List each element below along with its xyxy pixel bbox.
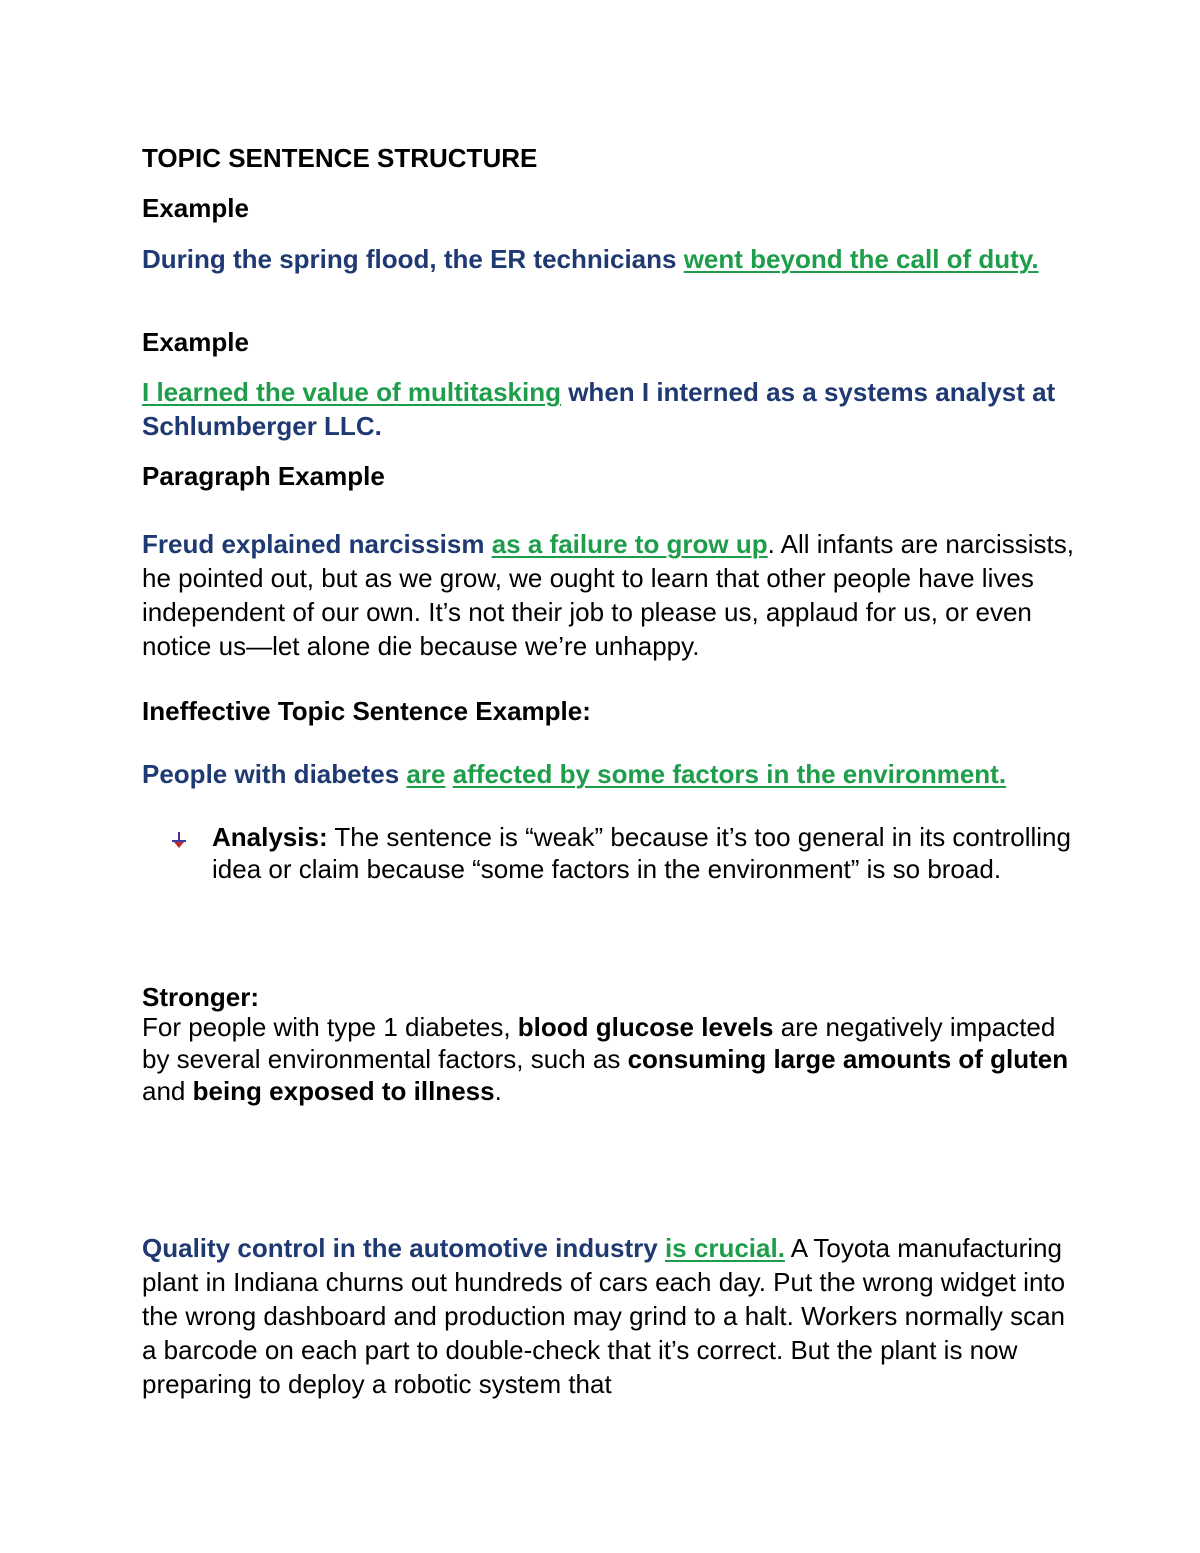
topic-text: Quality control in the automotive industry [142,1233,658,1263]
stronger-emphasis: being exposed to illness [192,1076,495,1106]
topic-text: During the spring flood, the ER technicians [142,244,684,274]
ineffective-heading: Ineffective Topic Sentence Example: [142,696,591,726]
stronger-text: and [142,1076,193,1106]
controlling-idea: went beyond the call of duty. [683,244,1039,274]
stronger-heading: Stronger: [142,982,259,1012]
stronger-emphasis: blood glucose levels [517,1012,774,1042]
ineffective-sentence [142,757,1082,791]
paragraph-example-text [142,527,1082,663]
arrow-down-bullet-icon [170,831,188,849]
example-sentence-2 [142,375,1082,443]
controlling-idea: is crucial. [664,1233,785,1263]
controlling-idea: I learned the value of multitasking [142,377,561,407]
example-heading-1: Example [142,193,249,223]
example-heading-2: Example [142,327,249,357]
topic-text: Freud explained narcissism [142,529,485,559]
paragraph-example-heading: Paragraph Example [142,461,385,491]
topic-text: People with diabetes [142,759,407,789]
stronger-paragraph [142,1011,1082,1107]
topic-text: when I interned as a systems analyst at Schlumberger LLC. [142,377,1056,441]
analysis-body: The sentence is “weak” because it’s too general in its controlling idea or claim because “some factors in the environment” is so broad. [212,822,1071,884]
controlling-idea-verb: are [406,759,446,789]
stronger-text: are negatively impacted by several environmental factors, such as [142,1012,1056,1074]
controlling-idea: as a failure to grow up [491,529,768,559]
analysis-label: Analysis: [212,822,328,852]
quality-paragraph [142,1231,1082,1401]
supporting-text: . All infants are narcissists, he pointed out, but as we grow, we ought to learn that other people have lives independent of our own. It’s not their job to please us, applaud for us, or even notice us—let alone die because we’re unhappy. [142,529,1074,661]
supporting-text: A Toyota manufacturing plant in Indiana churns out hundreds of cars each day. Put the wrong widget into the wrong dashboard and production may grind to a halt. Workers normally scan a barcode on each part to double-check that it’s correct. But the plant is now preparing to deploy a robotic system that [142,1233,1066,1399]
page-title: TOPIC SENTENCE STRUCTURE [142,143,538,173]
stronger-text: For people with type 1 diabetes, [142,1012,518,1042]
stronger-emphasis: consuming large amounts of gluten [627,1044,1069,1074]
stronger-text: . [494,1076,502,1106]
analysis-text [212,821,1072,885]
example-sentence-1 [142,242,1082,276]
controlling-idea: affected by some factors in the environment. [452,759,1007,789]
